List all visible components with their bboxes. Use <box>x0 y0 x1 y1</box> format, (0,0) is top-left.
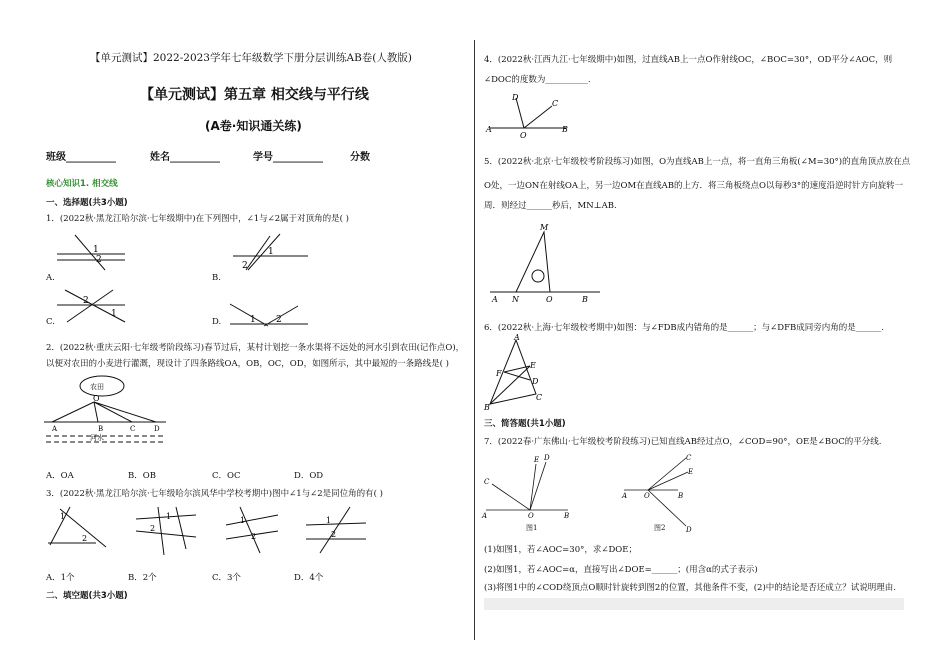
q3-option-b[interactable]: B．2个 <box>128 573 157 583</box>
svg-text:B: B <box>582 295 588 304</box>
svg-text:1: 1 <box>166 512 172 521</box>
q1-figure-a <box>55 230 145 272</box>
svg-text:1: 1 <box>60 512 66 521</box>
svg-text:B: B <box>98 425 104 433</box>
svg-text:2: 2 <box>96 255 102 265</box>
svg-text:A: A <box>52 425 58 433</box>
svg-text:A: A <box>492 295 498 304</box>
q2-river-label: 河水 <box>90 434 104 442</box>
svg-text:O: O <box>520 131 527 140</box>
q7-figure-1-label: 图1 <box>526 524 538 532</box>
answer-area[interactable] <box>484 598 904 610</box>
svg-text:N: N <box>512 295 519 304</box>
q1-figure-c <box>55 288 145 324</box>
svg-text:O: O <box>546 295 553 304</box>
q3-option-d[interactable]: D．4个 <box>294 573 324 583</box>
q7-figure-2-label: 图2 <box>654 524 666 532</box>
svg-text:1: 1 <box>326 516 332 525</box>
q2-option-c[interactable]: C．OC <box>212 471 241 481</box>
page-title: 【单元测试】第五章 相交线与平行线 <box>140 87 369 103</box>
svg-text:A: A <box>622 492 628 500</box>
svg-text:C: C <box>686 454 692 462</box>
svg-text:O: O <box>528 512 534 520</box>
svg-text:A: A <box>486 125 492 134</box>
core-knowledge-label: 核心知识1. 相交线 <box>46 179 118 189</box>
section-fill-heading: 二、填空题(共3小题) <box>46 591 128 601</box>
svg-text:C: C <box>484 478 490 486</box>
svg-text:B: B <box>562 125 568 134</box>
q3-option-c[interactable]: C．3个 <box>212 573 241 583</box>
q7-part-1: (1)如图1，若∠AOC=30°，求∠DOE； <box>484 545 637 555</box>
svg-text:2: 2 <box>276 315 282 325</box>
column-divider <box>474 40 475 640</box>
q7-figure-1 <box>482 452 578 520</box>
svg-text:B: B <box>678 492 684 500</box>
q5-stem-line3: 周．则经过______秒后，MN⊥AB. <box>484 201 617 211</box>
q1-figure-b <box>228 228 318 272</box>
svg-text:2: 2 <box>251 532 257 541</box>
q1-option-b[interactable]: B. <box>212 273 221 283</box>
svg-text:1: 1 <box>240 516 246 525</box>
q4-figure <box>486 92 586 138</box>
svg-text:B: B <box>564 512 570 520</box>
q2-stem-line1: 2．(2022秋·重庆云阳·七年级考阶段练习)春节过后，某村计划挖一条水渠将不远处的河水引到农田(记作点O)， <box>46 343 465 353</box>
q3-stem: 3．(2022秋·黑龙江哈尔滨·七年级哈尔滨风华中学校考期中)图中∠1与∠2是同位角的有( ) <box>46 489 383 499</box>
svg-text:2: 2 <box>150 524 156 533</box>
q2-option-a[interactable]: A．OA <box>46 471 74 481</box>
number-field: 学号__________ <box>253 152 323 163</box>
svg-text:D: D <box>532 377 539 386</box>
svg-text:A: A <box>514 333 520 342</box>
series-title: 【单元测试】2022-2023学年七年级数学下册分层训练AB卷(人教版) <box>90 52 412 64</box>
svg-text:D: D <box>686 526 692 534</box>
q1-figure-d <box>228 302 318 328</box>
svg-text:B: B <box>484 403 490 412</box>
page-subtitle: (A卷·知识通关练) <box>205 119 302 133</box>
q2-option-d[interactable]: D．OD <box>294 471 324 481</box>
section-choice-heading: 一、选择题(共3小题) <box>46 198 128 208</box>
name-field: 姓名__________ <box>150 152 220 163</box>
q7-figure-2 <box>622 452 704 532</box>
svg-text:C: C <box>536 393 543 402</box>
q4-stem-line1: 4．(2022秋·江西九江·七年级期中)如图，过直线AB上一点O作射线OC，∠BOC=30°，OD平分∠AOC，则 <box>484 55 893 65</box>
svg-text:E: E <box>534 456 540 464</box>
svg-text:1: 1 <box>268 247 274 257</box>
q7-part-3: (3)将图1中的∠COD绕顶点O顺时针旋转到图2的位置，其他条件不变，(2)中的结论是否还成立？试说明理由. <box>484 583 896 593</box>
svg-text:2: 2 <box>82 534 88 543</box>
q4-stem-line2: ∠DOC的度数为__________. <box>484 75 591 85</box>
svg-text:2: 2 <box>331 530 337 539</box>
svg-text:1: 1 <box>111 309 117 319</box>
svg-text:1: 1 <box>93 245 99 255</box>
q3-option-a[interactable]: A．1个 <box>46 573 75 583</box>
q6-stem: 6．(2022秋·上海·七年级校考期中)如图：与∠FDB成内错角的是______；与∠DFB成同旁内角的是______. <box>484 323 884 333</box>
svg-text:O: O <box>644 492 650 500</box>
q1-stem: 1．(2022秋·黑龙江哈尔滨·七年级期中)在下列图中，∠1与∠2属于对顶角的是( ) <box>46 214 349 224</box>
svg-text:O: O <box>93 394 100 403</box>
q5-stem-line2: O处，一边ON在射线OA上，另一边OM在直线AB的上方．将三角板绕点O以每秒3°的速度沿逆时针方向旋转一 <box>484 181 904 191</box>
svg-text:F: F <box>496 369 502 378</box>
q3-figures <box>46 505 416 557</box>
q2-option-b[interactable]: B．OB <box>128 471 156 481</box>
svg-text:E: E <box>688 468 694 476</box>
q2-field-label: 农田 <box>90 383 104 391</box>
q5-stem-line1: 5．(2022秋·北京·七年级校考阶段练习)如图，O为直线AB上一点，将一直角三角板(∠M=30°)的直角顶点放在点 <box>484 157 911 167</box>
svg-text:1: 1 <box>250 315 256 325</box>
q1-option-a[interactable]: A. <box>46 273 55 283</box>
svg-text:C: C <box>130 425 136 433</box>
svg-text:D: D <box>544 454 550 462</box>
svg-text:2: 2 <box>83 296 89 306</box>
svg-text:D: D <box>154 425 160 433</box>
q7-stem: 7．(2022春·广东佛山·七年级校考阶段练习)已知直线AB经过点O，∠COD=90°，OE是∠BOC的平分线. <box>484 437 882 447</box>
svg-text:D: D <box>512 93 519 102</box>
svg-text:A: A <box>482 512 488 520</box>
q1-option-c[interactable]: C. <box>46 317 55 327</box>
svg-text:C: C <box>552 99 559 108</box>
q2-stem-line2: 以便对农田的小麦进行灌溉，现设计了四条路线OA，OB，OC，OD，如图所示，其中最短的一条路线是( ) <box>46 359 449 369</box>
score-field: 分数 <box>350 152 370 163</box>
class-field: 班级__________ <box>46 152 116 163</box>
svg-text:E: E <box>530 361 536 370</box>
q1-option-d[interactable]: D. <box>212 317 222 327</box>
q5-figure <box>488 222 608 304</box>
section-answer-heading: 三、简答题(共1小题) <box>484 419 566 429</box>
q6-figure <box>484 333 544 412</box>
svg-text:2: 2 <box>242 261 248 271</box>
q2-figure <box>44 374 184 454</box>
q7-part-2: (2)如图1，若∠AOC=α，直接写出∠DOE=______；(用含α的式子表示) <box>484 565 758 575</box>
svg-text:M: M <box>540 223 549 232</box>
